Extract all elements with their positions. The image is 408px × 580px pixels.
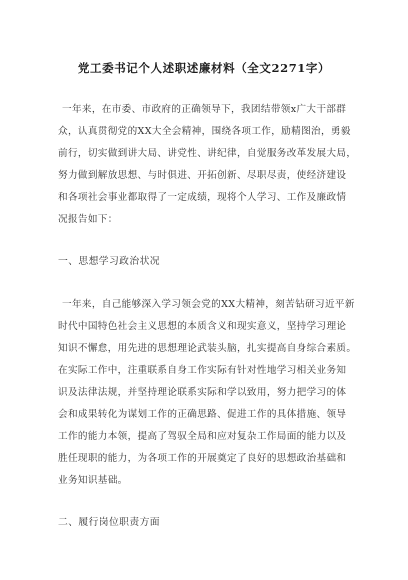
document-title: 党工委书记个人述职述廉材料（全文2271字） xyxy=(77,61,331,75)
paragraph-line: 和各项社会事业都取得了一定成绩，现将个人学习、工作及廉政情 xyxy=(58,192,347,203)
paragraph-line: 知识不懈怠，用先进的思想理论武装头脑，扎实提高自身综合素质。 xyxy=(58,343,357,354)
section-heading-thought-study: 一、思想学习政治状况 xyxy=(58,256,160,267)
paragraph-line: 工作的能力本领，提高了驾驭全局和应对复杂工作局面的能力以及 xyxy=(58,431,347,442)
paragraph-line: 会和成果转化为谋划工作的正确思路、促进工作的具体措施、领导 xyxy=(58,409,347,420)
paragraph-line: 业务知识基础。 xyxy=(58,475,128,486)
paragraph-line: 一年来，自己能够深入学习领会党的XX大精神，刻苦钻研习近平新 xyxy=(62,299,355,310)
paragraph-line: 在实际工作中，注重联系自身工作实际有针对性地学习相关业务知 xyxy=(58,365,347,376)
paragraph-line: 况报告如下： xyxy=(58,214,118,225)
paragraph-line: 一年来，在市委、市政府的正确领导下，我团结带领x广大干部群 xyxy=(62,104,347,115)
paragraph-line: 胜任现职的能力，为各项工作的开展奠定了良好的思想政治基础和 xyxy=(58,453,347,464)
paragraph-line: 众，认真贯彻党的XX大全会精神，围绕各项工作，励精图治，勇毅 xyxy=(58,126,351,137)
paragraph-line: 时代中国特色社会主义思想的本质含义和现实意义，坚持学习理论 xyxy=(58,321,347,332)
paragraph-line: 识及法律法规，并坚持理论联系实际和学以致用，努力把学习的体 xyxy=(58,387,347,398)
paragraph-line: 努力做到解放思想、与时俱进、开拓创新、尽职尽责，使经济建设 xyxy=(58,170,347,181)
section-heading-duties: 二、履行岗位职责方面 xyxy=(58,517,160,528)
paragraph-line: 前行，切实做到讲大局、讲党性、讲纪律，自觉服务改革发展大局， xyxy=(58,148,357,159)
